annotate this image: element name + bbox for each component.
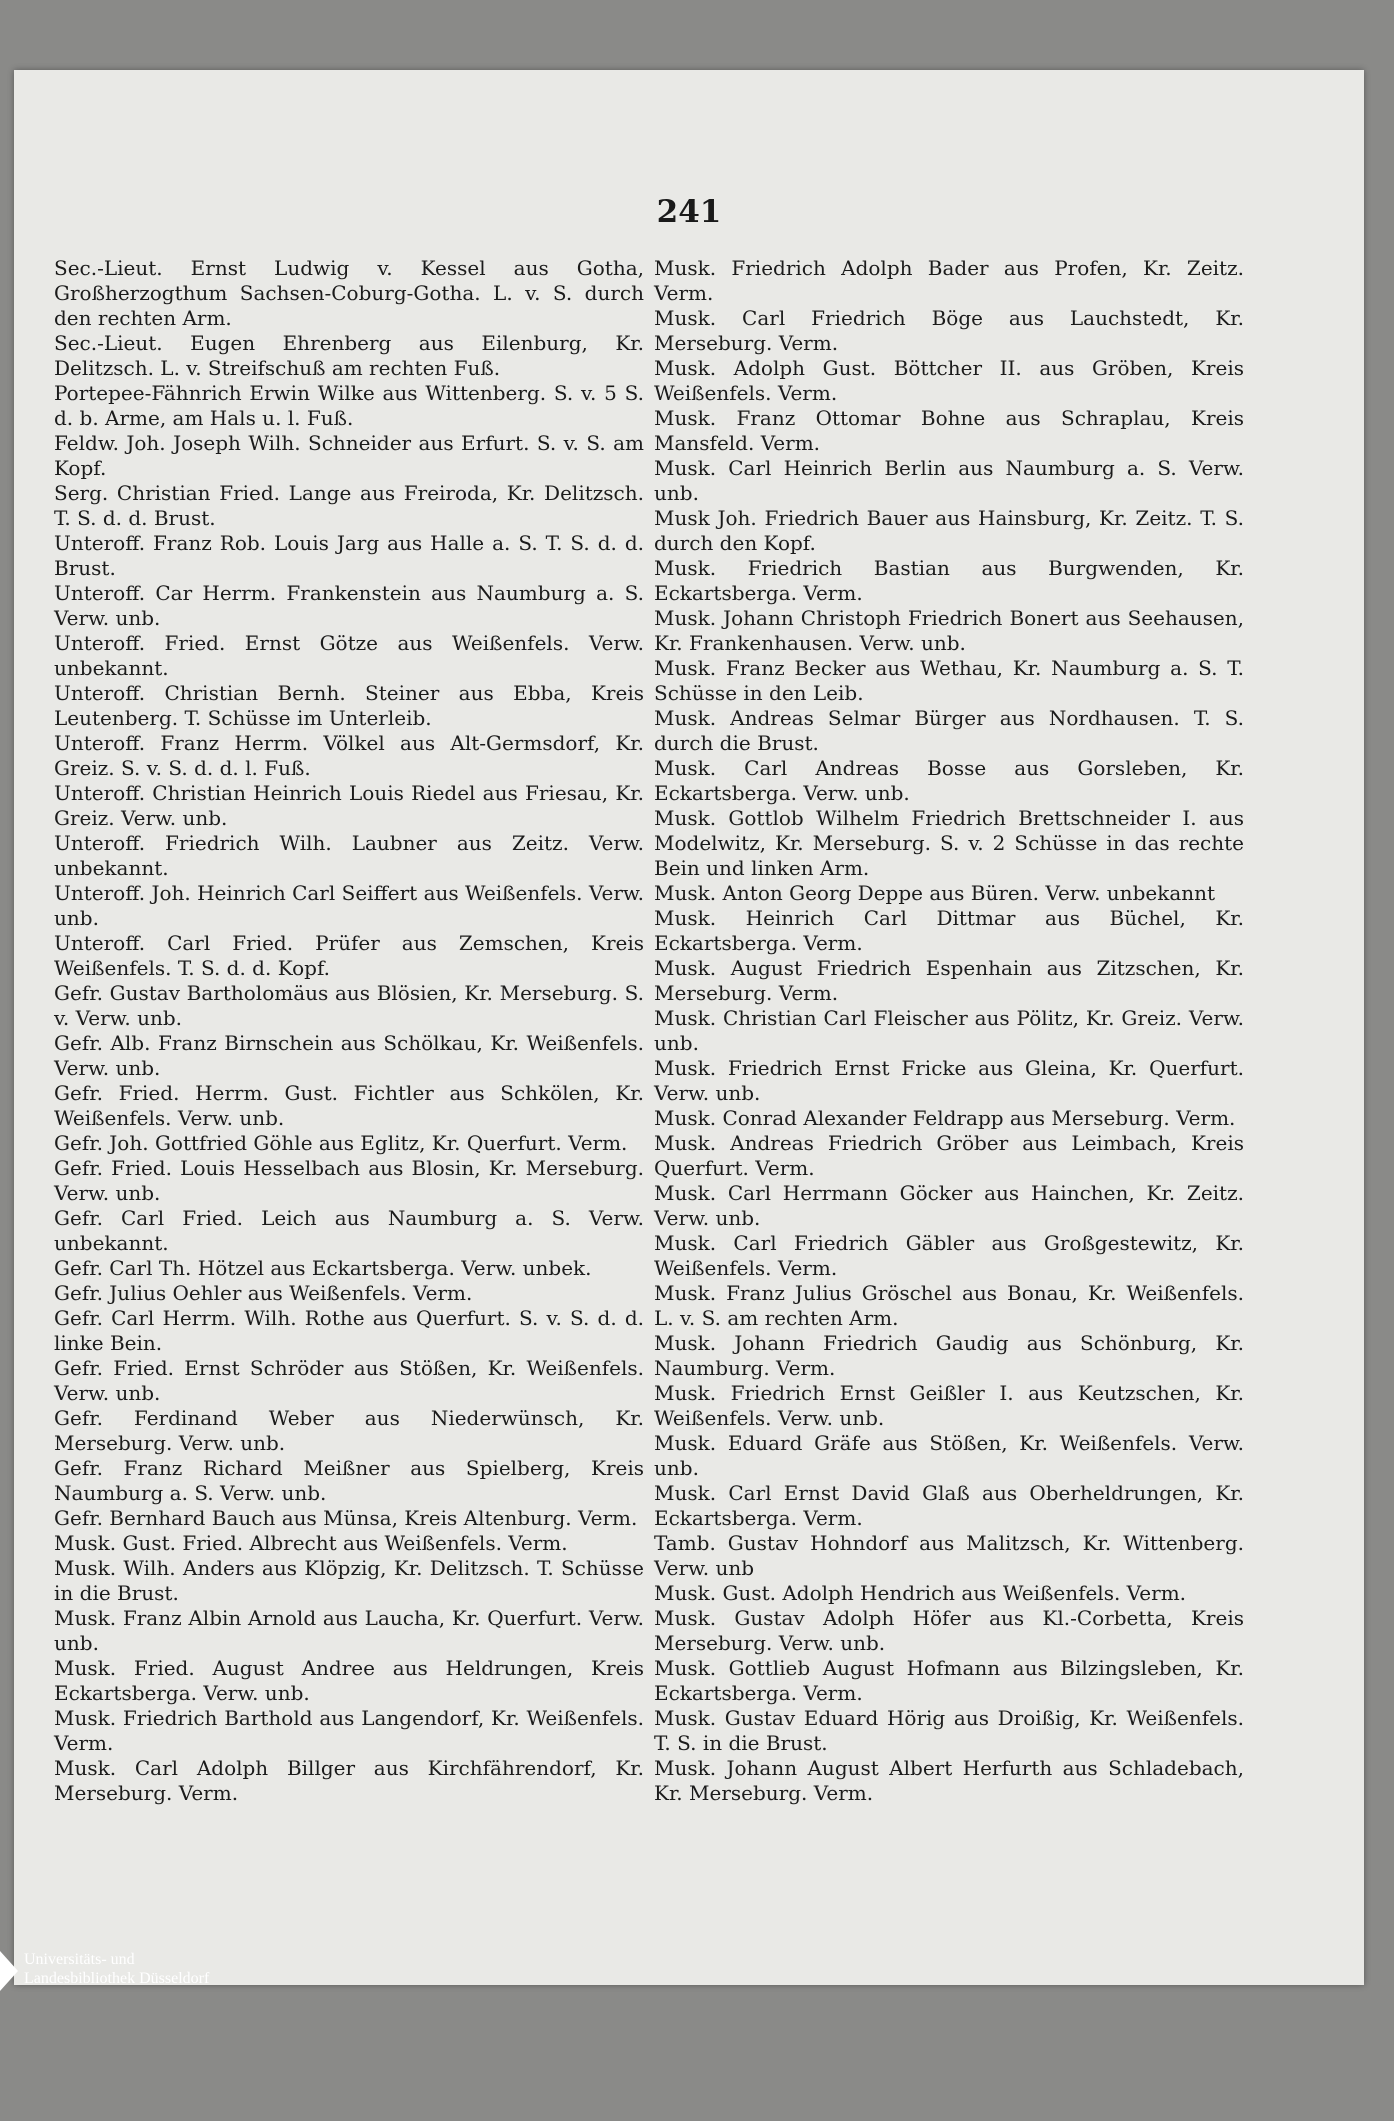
casualty-entry: Musk. Franz Albin Arnold aus Laucha, Kr. Querfurt. Verw. unb. [54,1606,644,1655]
left-column [54,256,644,1806]
casualty-entry: Musk. Gottlob Wilhelm Friedrich Brettschneider I. aus Modelwitz, Kr. Merseburg. S. v. 2 Schüsse in das rechte Bein und linken Arm. [654,806,1244,880]
casualty-entry: Musk. Carl Adolph Billger aus Kirchfährendorf, Kr. Merseburg. Verm. [54,1756,644,1805]
casualty-entry: Gefr. Bernhard Bauch aus Münsa, Kreis Altenburg. Verm. [54,1506,638,1530]
casualty-entry: Gefr. Alb. Franz Birnschein aus Schölkau, Kr. Weißenfels. Verw. unb. [54,1031,644,1080]
casualty-entry: Musk. Franz Ottomar Bohne aus Schraplau, Kreis Mansfeld. Verm. [654,406,1244,455]
casualty-entry: Musk. Carl Andreas Bosse aus Gorsleben, Kr. Eckartsberga. Verw. unb. [654,756,1244,805]
casualty-entry: Portepee-Fähnrich Erwin Wilke aus Wittenberg. S. v. 5 S. d. b. Arme, am Hals u. l. Fuß. [54,381,644,430]
casualty-entry: Unteroff. Joh. Heinrich Carl Seiffert aus Weißenfels. Verw. unb. [54,881,644,930]
casualty-entry: Musk. August Friedrich Espenhain aus Zitzschen, Kr. Merseburg. Verm. [654,956,1244,1005]
casualty-entry: Musk. Christian Carl Fleischer aus Pölitz, Kr. Greiz. Verw. unb. [654,1006,1244,1055]
casualty-entry: Musk. Andreas Friedrich Gröber aus Leimbach, Kreis Querfurt. Verm. [654,1131,1244,1180]
casualty-entry: Gefr. Fried. Louis Hesselbach aus Blosin, Kr. Merseburg. Verw. unb. [54,1156,644,1205]
casualty-entry: Unteroff. Christian Bernh. Steiner aus Ebba, Kreis Leutenberg. T. Schüsse im Unterleib. [54,681,644,730]
casualty-entry: Gefr. Carl Herrm. Wilh. Rothe aus Querfurt. S. v. S. d. d. linke Bein. [54,1306,644,1355]
casualty-entry: Gefr. Franz Richard Meißner aus Spielberg, Kreis Naumburg a. S. Verw. unb. [54,1456,644,1505]
casualty-entry: Musk. Gustav Eduard Hörig aus Droißig, Kr. Weißenfels. T. S. in die Brust. [654,1706,1244,1755]
casualty-entry: Musk. Johann August Albert Herfurth aus Schladebach, Kr. Merseburg. Verm. [654,1756,1244,1805]
casualty-entry: Gefr. Fried. Herrm. Gust. Fichtler aus Schkölen, Kr. Weißenfels. Verw. unb. [54,1081,644,1130]
casualty-entry: Musk. Carl Ernst David Glaß aus Oberheldrungen, Kr. Eckartsberga. Verm. [654,1481,1244,1530]
casualty-entry: Musk. Adolph Gust. Böttcher II. aus Gröben, Kreis Weißenfels. Verm. [654,356,1244,405]
casualty-entry: Musk. Carl Herrmann Göcker aus Hainchen, Kr. Zeitz. Verw. unb. [654,1181,1244,1230]
casualty-entry: Musk. Gust. Adolph Hendrich aus Weißenfels. Verm. [654,1581,1187,1605]
casualty-entry: Musk. Gustav Adolph Höfer aus Kl.-Corbetta, Kreis Merseburg. Verw. unb. [654,1606,1244,1655]
casualty-entry: Musk. Friedrich Barthold aus Langendorf, Kr. Weißenfels. Verm. [54,1706,644,1755]
page-number: 241 [656,194,722,230]
right-column [654,256,1244,1806]
casualty-entry: Musk. Johann Christoph Friedrich Bonert aus Seehausen, Kr. Frankenhausen. Verw. unb. [654,606,1244,655]
casualty-entry: Musk. Andreas Selmar Bürger aus Nordhausen. T. S. durch die Brust. [654,706,1244,755]
casualty-entry: Gefr. Fried. Ernst Schröder aus Stößen, Kr. Weißenfels. Verw. unb. [54,1356,644,1405]
casualty-entry: Musk. Friedrich Ernst Geißler I. aus Keutzschen, Kr. Weißenfels. Verw. unb. [654,1381,1244,1430]
book-page [14,70,1364,1985]
casualty-entry: Musk. Carl Heinrich Berlin aus Naumburg a. S. Verw. unb. [654,456,1244,505]
casualty-entry: Gefr. Ferdinand Weber aus Niederwünsch, Kr. Merseburg. Verw. unb. [54,1406,644,1455]
casualty-entry: Musk. Conrad Alexander Feldrapp aus Merseburg. Verm. [654,1106,1236,1130]
casualty-entry: Musk. Fried. August Andree aus Heldrungen, Kreis Eckartsberga. Verw. unb. [54,1656,644,1705]
library-stamp-line: Universitäts- und [24,1951,135,1968]
casualty-entry: Unteroff. Christian Heinrich Louis Riedel aus Friesau, Kr. Greiz. Verw. unb. [54,781,644,830]
casualty-entry: Unteroff. Fried. Ernst Götze aus Weißenfels. Verw. unbekannt. [54,631,644,680]
casualty-entry: Gefr. Carl Fried. Leich aus Naumburg a. S. Verw. unbekannt. [54,1206,644,1255]
library-stamp-line: Landesbibliothek Düsseldorf [24,1970,210,1987]
casualty-entry: Musk. Friedrich Adolph Bader aus Profen, Kr. Zeitz. Verm. [654,256,1244,305]
casualty-entry: Tamb. Gustav Hohndorf aus Malitzsch, Kr. Wittenberg. Verw. unb [654,1531,1244,1580]
casualty-entry: Unteroff. Franz Herrm. Völkel aus Alt-Germsdorf, Kr. Greiz. S. v. S. d. d. l. Fuß. [54,731,644,780]
casualty-entry: Gefr. Joh. Gottfried Göhle aus Eglitz, Kr. Querfurt. Verm. [54,1131,628,1155]
casualty-entry: Musk. Heinrich Carl Dittmar aus Büchel, Kr. Eckartsberga. Verm. [654,906,1244,955]
casualty-entry: Musk. Friedrich Ernst Fricke aus Gleina, Kr. Querfurt. Verw. unb. [654,1056,1244,1105]
casualty-entry: Serg. Christian Fried. Lange aus Freiroda, Kr. Delitzsch. T. S. d. d. Brust. [54,481,644,530]
casualty-entry: Musk. Friedrich Bastian aus Burgwenden, Kr. Eckartsberga. Verm. [654,556,1244,605]
casualty-entry: Musk. Gottlieb August Hofmann aus Bilzingsleben, Kr. Eckartsberga. Verm. [654,1656,1244,1705]
casualty-entry: Musk. Carl Friedrich Gäbler aus Großgestewitz, Kr. Weißenfels. Verm. [654,1231,1244,1280]
library-logo-icon [0,1951,18,1991]
casualty-entry: Musk. Johann Friedrich Gaudig aus Schönburg, Kr. Naumburg. Verm. [654,1331,1244,1380]
casualty-entry: Musk. Anton Georg Deppe aus Büren. Verw. unbekannt [654,881,1216,905]
casualty-entry: Musk. Gust. Fried. Albrecht aus Weißenfels. Verm. [54,1531,568,1555]
casualty-entry: Feldw. Joh. Joseph Wilh. Schneider aus Erfurt. S. v. S. am Kopf. [54,431,644,480]
casualty-entry: Unteroff. Franz Rob. Louis Jarg aus Halle a. S. T. S. d. d. Brust. [54,531,644,580]
casualty-entry: Unteroff. Car Herrm. Frankenstein aus Naumburg a. S. Verw. unb. [54,581,644,630]
casualty-entry: Gefr. Julius Oehler aus Weißenfels. Verm. [54,1281,473,1305]
casualty-entry: Gefr. Carl Th. Hötzel aus Eckartsberga. Verw. unbek. [54,1256,592,1280]
casualty-entry: Musk. Wilh. Anders aus Klöpzig, Kr. Delitzsch. T. Schüsse in die Brust. [54,1556,644,1605]
casualty-entry: Unteroff. Carl Fried. Prüfer aus Zemschen, Kreis Weißenfels. T. S. d. d. Kopf. [54,931,644,980]
library-stamp [0,1945,360,1995]
casualty-entry: Musk. Franz Julius Gröschel aus Bonau, Kr. Weißenfels. L. v. S. am rechten Arm. [654,1281,1244,1330]
casualty-entry: Unteroff. Friedrich Wilh. Laubner aus Zeitz. Verw. unbekannt. [54,831,644,880]
casualty-entry: Musk Joh. Friedrich Bauer aus Hainsburg, Kr. Zeitz. T. S. durch den Kopf. [654,506,1244,555]
casualty-entry: Musk. Eduard Gräfe aus Stößen, Kr. Weißenfels. Verw. unb. [654,1431,1244,1480]
casualty-entry: Gefr. Gustav Bartholomäus aus Blösien, Kr. Merseburg. S. v. Verw. unb. [54,981,644,1030]
casualty-entry: Musk. Carl Friedrich Böge aus Lauchstedt, Kr. Merseburg. Verm. [654,306,1244,355]
casualty-entry: Musk. Franz Becker aus Wethau, Kr. Naumburg a. S. T. Schüsse in den Leib. [654,656,1244,705]
casualty-entry: Sec.-Lieut. Eugen Ehrenberg aus Eilenburg, Kr. Delitzsch. L. v. Streifschuß am rechten Fuß. [54,331,644,380]
casualty-entry: Sec.-Lieut. Ernst Ludwig v. Kessel aus Gotha, Großherzogthum Sachsen-Coburg-Gotha. L. v. S. durch den rechten Arm. [54,256,644,330]
